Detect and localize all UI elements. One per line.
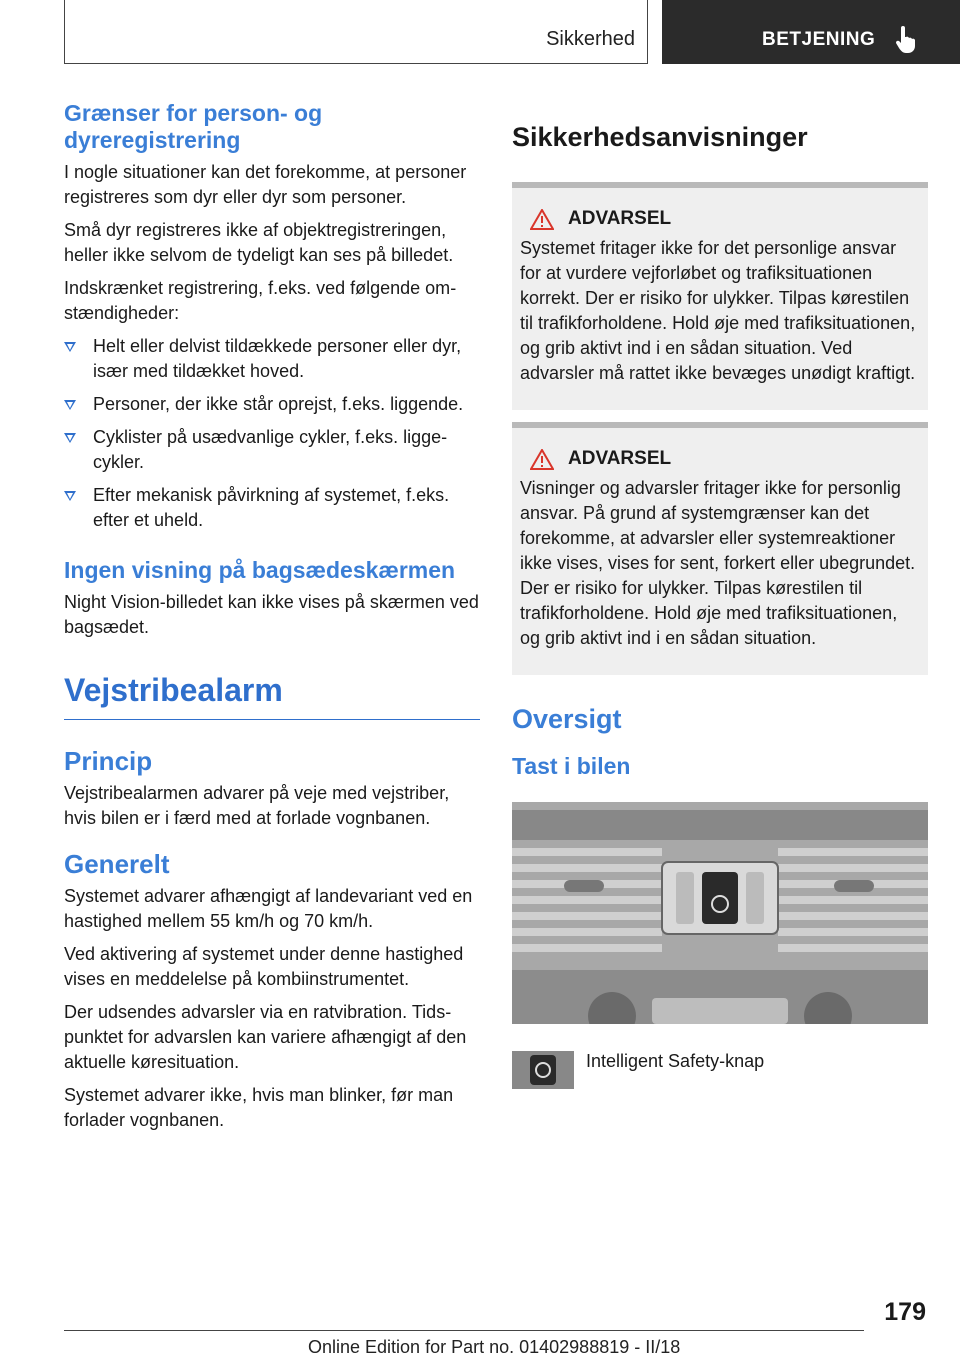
warning-text: Systemet fritager ikke for det personlige ansvar for at vurdere vejforløbet og trafiksituationen korrekt. Der er risiko for ulykker. Tilpas kørestilen til trafikforholdene. Hold øje med trafiksituationen, og grib aktivt ind i en sådan situation. Ved advarsler må rattet ikke bevæges unødigt kraftigt. [520, 238, 916, 384]
principle-heading: Princip [64, 746, 153, 776]
general-paragraph-2: Ved aktivering af systemet under denne hastighed vises en meddelelse på kombiinstrumentet. [64, 944, 464, 989]
rear-screen-paragraph: Night Vision-billedet kan ikke vises på skærmen ved bagsædet. [64, 592, 479, 637]
limits-paragraph-3: Indskrænket registrering, f.eks. ved følgende omstændigheder: [64, 278, 457, 323]
general-heading: Generelt [64, 849, 170, 879]
overview-heading: Oversigt [512, 704, 622, 735]
header-section-tab [64, 0, 648, 64]
header-section-label: Sikkerhed [546, 28, 635, 50]
limits-paragraph-2: Små dyr registreres ikke af objektregistreringen, heller ikke selvom de tydeligt kan ses på billedet. [64, 220, 454, 265]
bullet-triangle-icon [64, 491, 76, 501]
left-column [64, 100, 480, 1141]
list-item: Personer, der ikke står oprejst, f.eks. liggende. [64, 392, 480, 417]
header-chapter-tab [662, 0, 960, 64]
bullet-triangle-icon [64, 400, 76, 410]
safety-button-thumbnail-icon [512, 1051, 574, 1089]
list-item: Efter mekanisk påvirkning af systemet, f.eks. efter et uheld. [64, 483, 480, 533]
bullet-triangle-icon [64, 342, 76, 352]
warning-title: ADVARSEL [520, 448, 920, 470]
rear-screen-heading: Ingen visning på bagsædeskærmen [64, 557, 456, 583]
warning-triangle-icon [530, 449, 554, 470]
list-item: Cyklister på usædvanlige cykler, f.eks. liggecykler. [64, 425, 480, 475]
list-item: Helt eller delvist tildækkede personer eller dyr, især med tildækket hoved. [64, 334, 480, 384]
general-paragraph-4: Systemet advarer ikke, hvis man blinker, før man forlader vognbanen. [64, 1085, 454, 1130]
limits-bullet-list [64, 334, 480, 533]
principle-paragraph: Vejstribealarmen advarer på veje med vejstriber, hvis bilen er i færd med at forlade vognbanen. [64, 783, 450, 828]
page-number: 179 [884, 1298, 926, 1326]
warning-box [512, 182, 928, 410]
bullet-triangle-icon [64, 433, 76, 443]
general-paragraph-1: Systemet advarer afhængigt af landevariant ved en hastighed mellem 55 km/h og 70 km/h. [64, 886, 473, 931]
chapter-heading: Vejstribealarm [64, 672, 480, 720]
dashboard-photo [512, 802, 928, 1024]
general-paragraph-3: Der udsendes advarsler via en ratvibration. Tidspunktet for advarslen kan variere afhængigt af den aktuelle køresituation. [64, 1002, 467, 1072]
pointing-hand-icon [895, 26, 917, 54]
right-column [512, 100, 928, 1089]
legend-label: Intelligent Safety-knap [586, 1051, 765, 1072]
button-heading: Tast i bilen [512, 753, 631, 780]
warning-title: ADVARSEL [520, 208, 920, 230]
legend-row [512, 1051, 928, 1089]
limits-paragraph-1: I nogle situationer kan det forekomme, at personer registreres som dyr eller dyr som personer. [64, 162, 467, 207]
header-chapter-label: BETJENING [762, 29, 876, 50]
limits-heading: Grænser for person- og dyreregistrering [64, 100, 323, 153]
safety-heading: Sikkerhedsanvisninger [512, 122, 808, 153]
footer-divider [64, 1330, 864, 1331]
warning-text: Visninger og advarsler fritager ikke for personlig ansvar. På grund af systemgrænser kan det forekomme, at advarsler eller systemreaktioner ikke vises, vises for sent, forkert eller ubegrundet. Der er risiko for ulykker. Tilpas kørestilen til trafikforholdene. Hold øje med trafiksituationen, og grib aktivt ind i en sådan situation. [520, 478, 916, 649]
footer-edition: Online Edition for Part no. 01402988819 - II/18 [308, 1337, 681, 1357]
warning-box [512, 422, 928, 675]
warning-triangle-icon [530, 209, 554, 230]
